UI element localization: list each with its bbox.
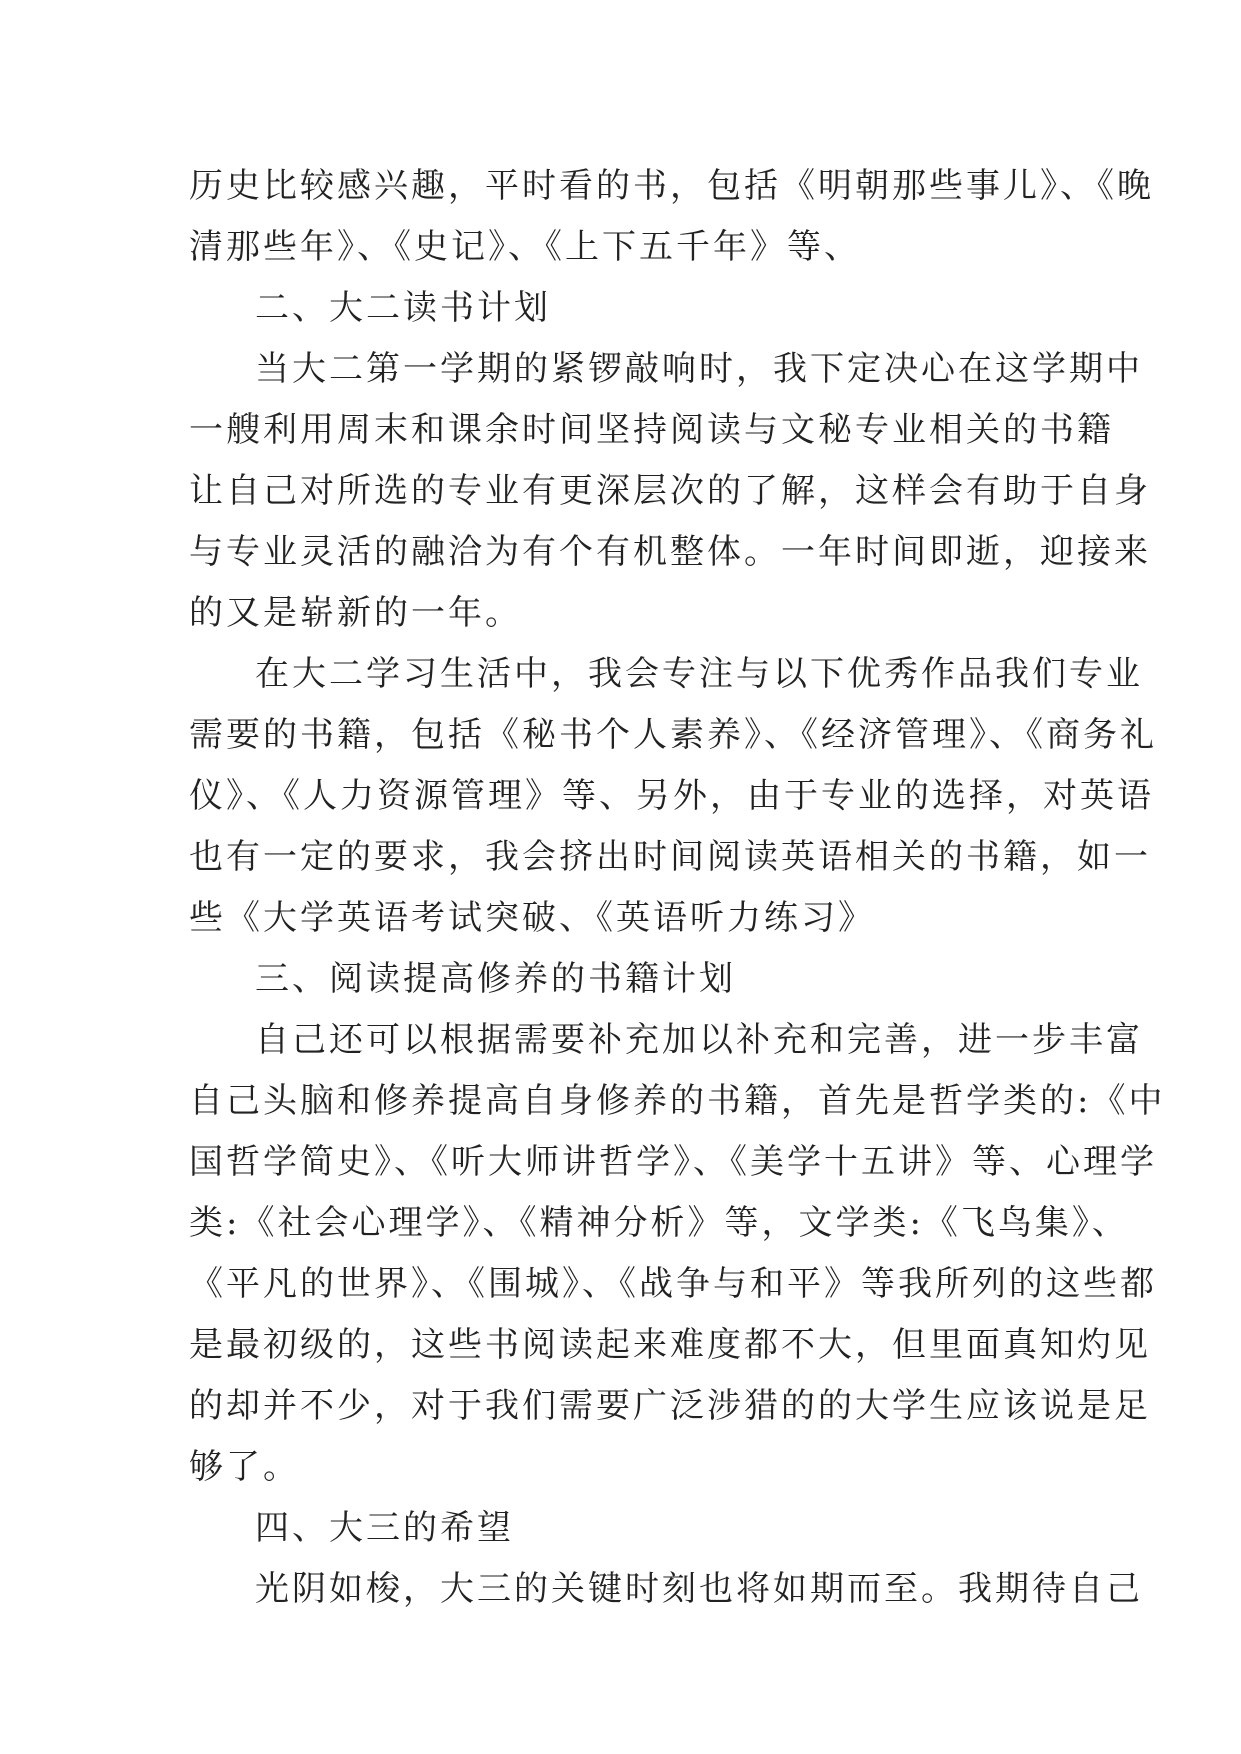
text-line: 是最初级的，这些书阅读起来难度都不大，但里面真知灼见 [189, 1325, 1151, 1365]
section-heading: 四、大三的希望 [255, 1508, 514, 1548]
text-line: 仪》、《人力资源管理》等、另外，由于专业的选择，对英语 [189, 776, 1154, 816]
section-heading: 三、阅读提高修养的书籍计划 [255, 959, 736, 999]
text-line: 光阴如梭，大三的关键时刻也将如期而至。我期待自己 [255, 1569, 1143, 1609]
text-line: 也有一定的要求，我会挤出时间阅读英语相关的书籍，如一 [189, 837, 1151, 877]
section-heading: 二、大二读书计划 [255, 288, 551, 328]
text-line: 需要的书籍，包括《秘书个人素养》、《经济管理》、《商务礼 [189, 715, 1157, 755]
document-body [189, 156, 1166, 1620]
text-line: 历史比较感兴趣，平时看的书，包括《明朝那些事儿》、《晚 [189, 166, 1154, 206]
text-line: 与专业灵活的融洽为有个有机整体。一年时间即逝，迎接来 [189, 532, 1151, 572]
text-line: 些《大学英语考试突破、《英语听力练习》 [189, 898, 875, 938]
text-line: 《平凡的世界》、《围城》、《战争与和平》等我所列的这些都 [189, 1264, 1157, 1304]
text-line: 国哲学简史》、《听大师讲哲学》、《美学十五讲》等、心理学 [189, 1142, 1157, 1182]
text-line: 当大二第一学期的紧锣敲响时，我下定决心在这学期中 [255, 349, 1143, 389]
text-line: 自己还可以根据需要补充加以补充和完善，进一步丰富 [255, 1020, 1143, 1060]
text-line: 类:《社会心理学》、《精神分析》等，文学类:《飞鸟集》、 [189, 1203, 1129, 1243]
text-line: 够了。 [189, 1447, 300, 1487]
text-line: 的却并不少，对于我们需要广泛涉猎的的大学生应该说是足 [189, 1386, 1151, 1426]
text-line: 的又是崭新的一年。 [189, 593, 522, 633]
text-line: 在大二学习生活中，我会专注与以下优秀作品我们专业 [255, 654, 1143, 694]
text-line: 清那些年》、《史记》、《上下五千年》等、 [189, 227, 861, 267]
text-line: 一艘利用周末和课余时间坚持阅读与文秘专业相关的书籍 [189, 410, 1114, 450]
text-line: 让自己对所选的专业有更深层次的了解，这样会有助于自身 [189, 471, 1151, 511]
text-line: 自己头脑和修养提高自身修养的书籍，首先是哲学类的:《中 [189, 1081, 1166, 1121]
